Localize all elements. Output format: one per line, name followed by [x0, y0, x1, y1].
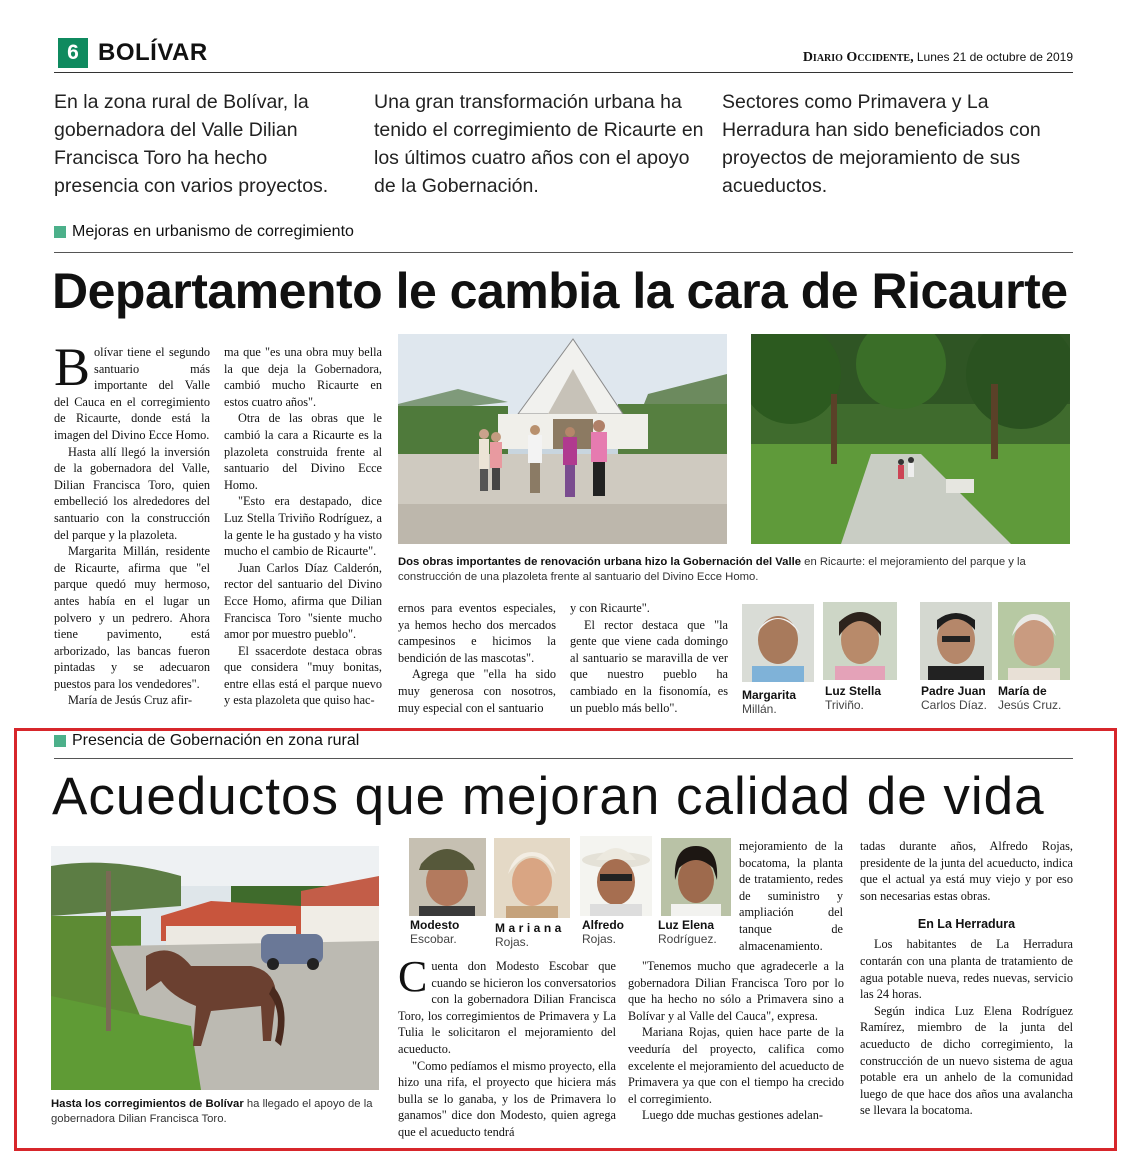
- lead-2: Una gran transformación urbana ha tenido el corregimiento de Ricaurte en los últimos cuatro años con el apoyo de la Gobernación.: [374, 91, 704, 197]
- issue-date: Lunes 21 de octubre de 2019: [916, 50, 1073, 64]
- newspaper-name: Diario Occidente,: [802, 50, 914, 65]
- portrait-surname: Triviño.: [825, 698, 864, 712]
- article2-kicker: [54, 731, 359, 751]
- paragraph: Según indica Luz Elena Rodríguez Ramírez, miembro de la junta del acueducto de dicho corregimiento, la construcción de un nuevo sistema de agua potable era un anhelo de la comunidad luego de que hace dos años una avalancha se llevara la bocatoma.: [860, 1003, 1073, 1118]
- article1-column-2: [224, 344, 382, 716]
- article1-dropcap: B: [54, 337, 91, 397]
- portrait-surname: Escobar.: [410, 932, 457, 946]
- article2-column-1: [398, 952, 616, 1139]
- paragraph: tadas durante años, Alfredo Rojas, presidente de la junta del acueducto, indica que el actual ya está muy viejo y por eso son necesarias estas obras.: [860, 839, 1073, 903]
- portrait-alfredo: [580, 836, 652, 916]
- article2-column-2-top: [739, 838, 843, 956]
- article1-kicker: [54, 222, 354, 242]
- portrait-name: Alfredo: [582, 918, 624, 932]
- paragraph: ma que "es una obra muy bella la que deja la Gobernadora, cambió mucho Ricaurte en estos cuatro años".: [224, 345, 382, 409]
- section-title: BOLÍVAR: [98, 39, 208, 66]
- article1-column-3: [398, 600, 556, 718]
- portrait-name: Modesto: [410, 918, 460, 932]
- paragraph: El ssacerdote destaca obras que considera "muy bonitas, entre ellas está el parque nuevo y esta plazoleta que quiso hac-: [224, 643, 382, 708]
- portrait-surname: Rodríguez.: [658, 932, 717, 946]
- kicker-square-icon: [54, 226, 66, 238]
- portrait-maria-de-jesus: [998, 602, 1070, 680]
- portrait-luz-elena: [661, 838, 731, 916]
- article2-dropcap: C: [398, 952, 428, 1001]
- kicker-square-icon: [54, 735, 66, 747]
- article1-headline: Departamento le cambia la cara de Ricaurte: [52, 263, 1068, 319]
- header-rule: [54, 72, 1073, 73]
- portrait-surname: Millán.: [742, 702, 777, 716]
- portrait-surname: Carlos Díaz.: [921, 698, 988, 712]
- masthead: [803, 48, 1073, 67]
- paragraph: olívar tiene el segundo santuario más importante del Valle del Cauca en el corregimiento de Ricaurte, donde está la imagen del Divino Ecce Homo.: [54, 345, 210, 442]
- horse-photo: [51, 846, 379, 1090]
- paragraph: Mariana Rojas, quien hace parte de la veeduría del proyecto, califica como excelente el mejoramiento del acueducto de Primavera ya que con el tiempo ha crecido el corregimiento.: [628, 1025, 844, 1106]
- article2-rule: [54, 758, 1073, 759]
- portrait-modesto: [409, 838, 486, 916]
- article2-kicker-text: Presencia de Gobernación en zona rural: [72, 732, 360, 749]
- article1-rule: [54, 252, 1073, 253]
- portrait-name: Padre Juan: [921, 684, 986, 698]
- caption-text: en Ricaurte: el mejoramiento del parque y la construcción de una plazoleta frente al santuario del Divino Ecce Homo.: [398, 556, 1026, 583]
- paragraph: ernos para eventos especiales, ya hemos hecho dos mercados campesinos e hicimos la bendición de las mascotas".: [398, 601, 556, 665]
- paragraph: "Como pedíamos el mismo proyecto, ella hizo una rifa, el proyecto que hiciera más bulla se lo ganaba, y los de Primavera lo ganamos" dice don Modesto, quien agrega que el acueducto tendrá: [398, 1058, 616, 1139]
- article2-subhead: En La Herradura: [917, 917, 1016, 932]
- lead-3: Sectores como Primavera y La Herradura han sido beneficiados con proyectos de mejoramiento de sus acueductos.: [722, 91, 1041, 197]
- portrait-name: Margarita: [742, 688, 797, 702]
- article1-column-1: [54, 337, 210, 716]
- article2-column-3: [860, 838, 1073, 1128]
- paragraph: Luego dde muchas gestiones adelan-: [642, 1108, 823, 1123]
- paragraph: Juan Carlos Díaz Calderón, rector del santuario del Divino Ecce Homo, afirma que Dilian Francisca Toro "siente mucho amor por muestro pueblo".: [224, 560, 382, 642]
- portrait-name: Luz Stella: [825, 684, 882, 698]
- portrait-surname: Jesús Cruz.: [998, 698, 1062, 712]
- paragraph: "Esto era destapado, dice Luz Stella Triviño Rodríguez, a la gente le ha gustado y ha visto mucho el cambio de Ricaurte".: [224, 494, 382, 559]
- caption-text: ha llegado el apoyo de la gobernadora Dilian Francisca Toro.: [51, 1098, 373, 1125]
- portrait-name: María de: [998, 684, 1047, 698]
- article2-photo-caption: [51, 1097, 381, 1127]
- article2-column-2: [628, 958, 844, 1128]
- park-photo: [751, 334, 1070, 544]
- portrait-padre-juan: [920, 602, 992, 680]
- church-plaza-photo: [398, 334, 727, 544]
- portrait-name: Luz Elena: [658, 918, 715, 932]
- caption-bold: Hasta los corregimientos de Bolívar: [51, 1098, 244, 1110]
- page-number: 6: [58, 38, 88, 68]
- article1-column-4: [570, 600, 728, 718]
- paragraph: El rector destaca que "la gente que viene cada domingo al santuario se maravilla de ver que nuestro pueblo ha cambiado en la fisonomía, es un pueblo más bello".: [570, 617, 728, 715]
- paragraph: y con Ricaurte".: [570, 601, 650, 615]
- paragraph: Margarita Millán, residente de Ricaurte, afirma que "el parque quedó muy hermoso, antes había en el lugar un polvero y un pedrero. Ahora tiene pavimento, está arborizado, las bancas fueron pintadas y se adecuaron puestos para los vendedores".: [54, 544, 210, 691]
- paragraph: María de Jesús Cruz afir-: [68, 693, 193, 708]
- paragraph: Agrega que "ella ha sido muy generosa con nosotros, muy especial con el santuario: [398, 667, 556, 715]
- article1-kicker-text: Mejoras en urbanismo de corregimiento: [72, 223, 354, 240]
- paragraph: "Tenemos mucho que agradecerle a la gobernadora Dilian Francisca Toro por lo que ha hecho no sólo a Primavera sino a Bolívar y al Valle del Cauca", expresa.: [628, 959, 844, 1023]
- portrait-name: Mariana: [495, 921, 565, 935]
- caption-bold: Dos obras importantes de renovación urbana hizo la Gobernación del Valle: [398, 556, 802, 568]
- portrait-surname: Rojas.: [495, 935, 530, 949]
- portrait-luz-stella: [823, 602, 897, 680]
- paragraph: uenta don Modesto Escobar que cuando se hicieron los conversatorios con la gobernadora Dilian Francisca Toro, los corregimientos de Primavera y La Tulia le solicitaron el mejoramiento del acueducto.: [398, 959, 616, 1056]
- portrait-surname: Rojas.: [582, 932, 617, 946]
- paragraph: Hasta allí llegó la inversión de la gobernadora del Valle, Dilian Francisca Toro, quien embelleció los alrededores del santuario con la construcción del parque y la plazoleta.: [54, 444, 210, 542]
- paragraph: Los habitantes de La Herradura contarán con una planta de tratamiento de agua potable nueva, redes nuevas, servicio las 24 horas.: [860, 937, 1073, 1002]
- portrait-mariana: [494, 838, 570, 918]
- paragraph: Otra de las obras que le cambió la cara a Ricaurte es la plazoleta construida frente al santuario del Divino Ecce Homo.: [224, 411, 382, 492]
- paragraph: mejoramiento de la bocatoma, la planta de tratamiento, redes de suministro y ampliación del tanque de almacenamiento.: [739, 839, 843, 953]
- portrait-margarita: [742, 604, 814, 682]
- article1-photo-caption: [398, 555, 1068, 585]
- article2-headline: Acueductos que mejoran calidad de vida: [52, 767, 1045, 826]
- lead-1: En la zona rural de Bolívar, la gobernadora del Valle Dilian Francisca Toro ha hecho presencia con varios proyectos.: [54, 91, 329, 197]
